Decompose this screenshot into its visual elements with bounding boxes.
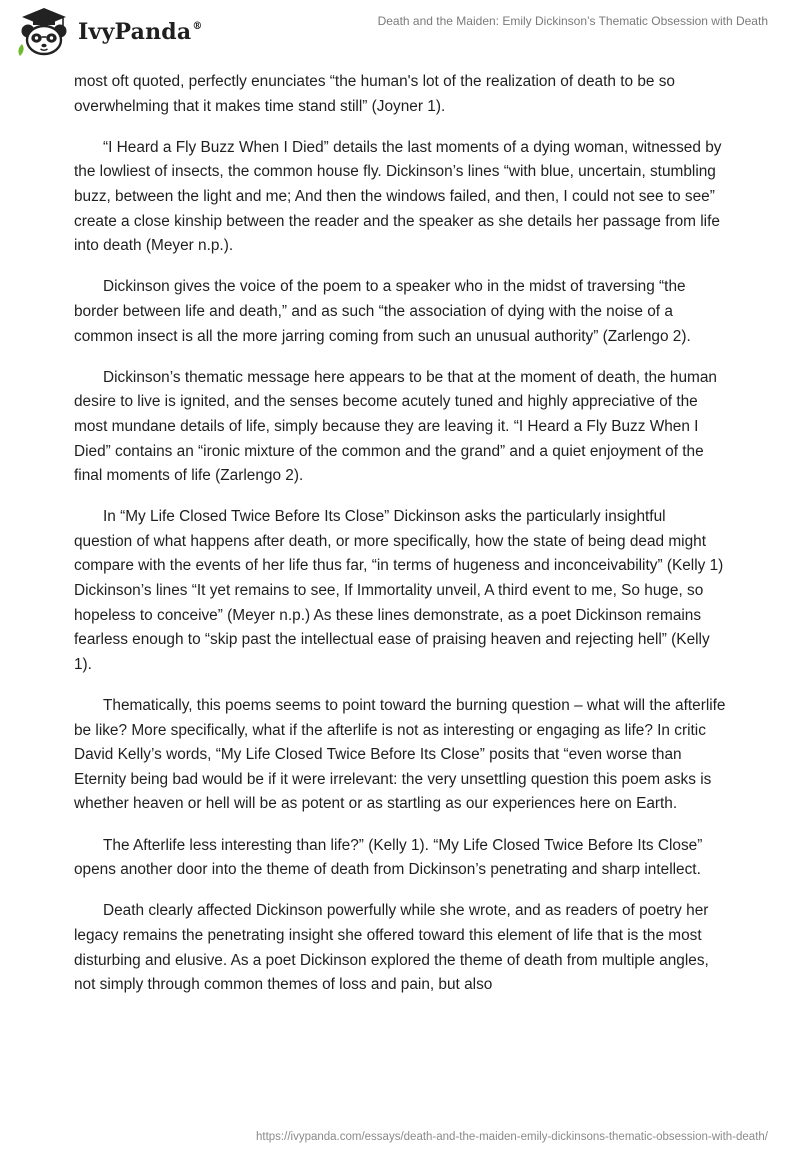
paragraph: Dickinson gives the voice of the poem to a speaker who in the midst of traversing “the border between life and death,” and as such “the association of dying with the noise of a common insect is all the more jarring coming from such an unusual authority” (Zarlengo 2). <box>74 278 691 345</box>
paragraph: most oft quoted, perfectly enunciates “the human's lot of the realization of death to be so overwhelming that it makes time stand still” (Joyner 1). <box>74 73 675 115</box>
registered-mark: ® <box>192 21 203 32</box>
paragraph: The Afterlife less interesting than life?” (Kelly 1). “My Life Closed Twice Before Its Close” opens another door into the theme of death from Dickinson’s penetrating and sharp intellect. <box>74 836 703 879</box>
brand-logo[interactable] <box>14 6 203 58</box>
paragraph: “I Heard a Fly Buzz When I Died” details the last moments of a dying woman, witnessed by the lowliest of insects, the common house fly. Dickinson’s lines “with blue, uncertain, stumbling buzz, between the light and me; And then the windows failed, and then, I could not see to see” create a close kinship between the reader and the speaker as she details her passage from life into death (Meyer n.p.). <box>74 138 722 255</box>
panda-graduate-icon <box>14 6 74 58</box>
paragraph: Death clearly affected Dickinson powerfully while she wrote, and as readers of poetry her legacy remains the penetrating insight she offered toward this element of life that is the most disturbing and elusive. As a poet Dickinson explored the theme of death from multiple angles, not simply through common themes of loss and pain, but also <box>74 902 709 994</box>
paragraph: In “My Life Closed Twice Before Its Close” Dickinson asks the particularly insightful question of what happens after death, or more specifically, how the state of being dead might compare with the events of her life thus far, “in terms of hugeness and inconceivability” (Kelly 1) Dickinson’s lines “It yet remains to see, If Immortality unveil, A third event to me, So huge, so hopeless to conceive” (Meyer n.p.) As these lines demonstrate, as a poet Dickinson remains fearless enough to “skip past the intellectual ease of praising heaven and rejecting hell” (Kelly 1). <box>74 508 724 673</box>
page-header <box>0 0 800 64</box>
essay-body <box>74 70 726 1014</box>
document-title: Death and the Maiden: Emily Dickinson’s Thematic Obsession with Death <box>377 14 768 28</box>
brand-name: IvyPanda® <box>78 19 203 45</box>
paragraph: Dickinson’s thematic message here appears to be that at the moment of death, the human desire to live is ignited, and the senses become acutely tuned and highly appreciative of the most mundane details of life, simply because they are leaving it. “I Heard a Fly Buzz When I Died” contains an “ironic mixture of the common and the grand” and a quiet enjoyment of the final moments of life (Zarlengo 2). <box>74 368 717 485</box>
source-url[interactable]: https://ivypanda.com/essays/death-and-the-maiden-emily-dickinsons-thematic-obsession-with-death/ <box>256 1131 768 1143</box>
paragraph: Thematically, this poems seems to point toward the burning question – what will the afterlife be like? More specifically, what if the afterlife is not as interesting or engaging as life? In critic David Kelly’s words, “My Life Closed Twice Before Its Close” posits that “even worse than Eternity being bad would be if it were irrelevant: the very unsettling question this poem asks is whether heaven or hell will be as potent or as startling as our experiences here on Earth. <box>74 697 726 813</box>
